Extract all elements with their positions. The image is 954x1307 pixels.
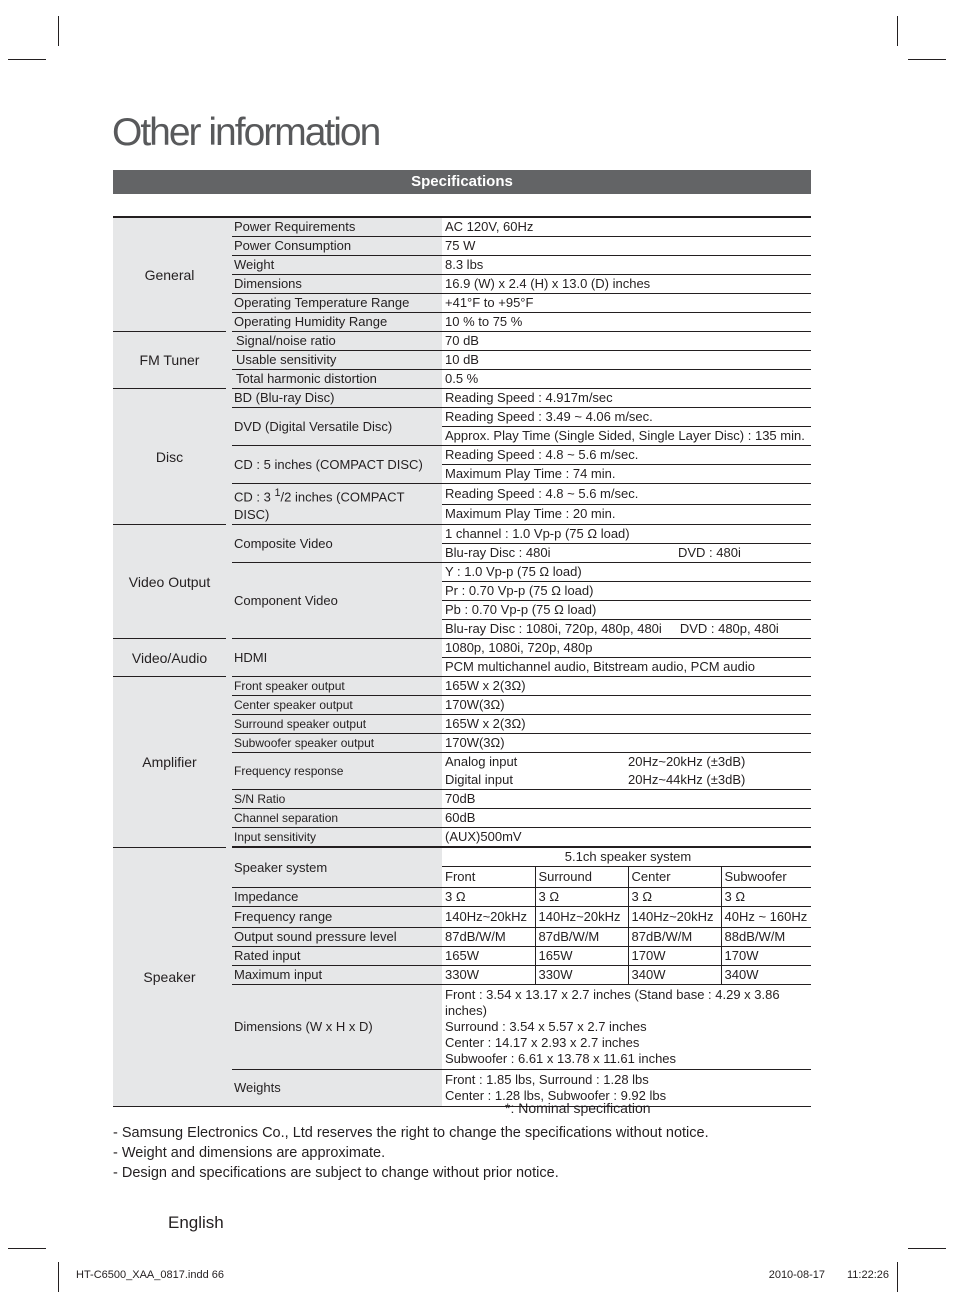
note-line: - Weight and dimensions are approximate. bbox=[113, 1145, 386, 1161]
spec-item: Usable sensitivity bbox=[232, 351, 442, 370]
table-row bbox=[113, 389, 811, 408]
spec-item: HDMI bbox=[232, 639, 442, 677]
crop-mark bbox=[908, 1248, 946, 1249]
spec-value: 16.9 (W) x 2.4 (H) x 13.0 (D) inches bbox=[442, 275, 811, 294]
spec-value: 0.5 % bbox=[442, 370, 811, 389]
spec-value: 5.1ch speaker system bbox=[442, 847, 811, 867]
spec-value: 140Hz~20kHz bbox=[535, 907, 628, 928]
spec-item: Speaker system bbox=[232, 847, 442, 888]
column-header: Subwoofer bbox=[721, 867, 811, 888]
spec-value: Reading Speed : 3.49 ~ 4.06 m/sec. bbox=[442, 408, 811, 427]
spec-value bbox=[442, 985, 811, 1070]
footer-file: HT-C6500_XAA_0817.indd 66 bbox=[76, 1269, 224, 1281]
spec-item: Power Requirements bbox=[232, 217, 442, 237]
crop-mark bbox=[58, 1262, 59, 1292]
spec-value: 8.3 lbs bbox=[442, 256, 811, 275]
dimension-line: Subwoofer : 6.61 x 13.78 x 11.61 inches bbox=[445, 1051, 677, 1067]
table-row bbox=[113, 525, 811, 544]
nominal-note: *: Nominal specification bbox=[505, 1100, 651, 1116]
footer-date: 2010-08-17 bbox=[768, 1269, 825, 1281]
category-label: General bbox=[113, 217, 226, 332]
language-label: English bbox=[168, 1213, 224, 1232]
spec-value: Approx. Play Time (Single Sided, Single Layer Disc) : 135 min. bbox=[442, 427, 811, 446]
spec-value: 3 Ω bbox=[535, 888, 628, 907]
spec-item: Signal/noise ratio bbox=[232, 332, 442, 351]
crop-mark bbox=[8, 59, 46, 60]
table-row bbox=[113, 217, 811, 237]
spec-value: DVD : 480i bbox=[628, 544, 811, 563]
spec-item: Composite Video bbox=[232, 525, 442, 563]
crop-mark bbox=[58, 16, 59, 46]
spec-value: AC 120V, 60Hz bbox=[442, 217, 811, 237]
spec-item: DVD (Digital Versatile Disc) bbox=[232, 408, 442, 446]
spec-value: 165W x 2(3Ω) bbox=[442, 715, 811, 734]
spec-value: 170W bbox=[628, 947, 721, 966]
dimension-line: Surround : 3.54 x 5.57 x 2.7 inches bbox=[445, 1019, 647, 1035]
category-label: Disc bbox=[113, 389, 226, 525]
table-row bbox=[113, 847, 811, 867]
crop-mark bbox=[8, 1248, 46, 1249]
crop-mark bbox=[908, 59, 946, 60]
spec-item: Dimensions bbox=[232, 275, 442, 294]
spec-value: 3 Ω bbox=[721, 888, 811, 907]
spec-value: Blu-ray Disc : 1080i, 720p, 480p, 480i DVD : 480p, 480i bbox=[442, 620, 811, 639]
category-label: Video Output bbox=[113, 525, 226, 639]
spec-item: Impedance bbox=[232, 888, 442, 907]
spec-value: Reading Speed : 4.8 ~ 5.6 m/sec. bbox=[442, 484, 811, 505]
spec-item: Component Video bbox=[232, 563, 442, 639]
table-row bbox=[113, 639, 811, 658]
crop-mark bbox=[897, 16, 898, 46]
weight-line: Front : 1.85 lbs, Surround : 1.28 lbs bbox=[445, 1072, 649, 1088]
spec-value: PCM multichannel audio, Bitstream audio, PCM audio bbox=[442, 658, 811, 677]
spec-value: 20Hz~20kHz (±3dB) bbox=[628, 754, 746, 770]
spec-value: 88dB/W/M bbox=[721, 928, 811, 947]
spec-value: 170W(3Ω) bbox=[442, 734, 811, 753]
spec-value: 340W bbox=[628, 966, 721, 985]
category-label: Speaker bbox=[113, 847, 226, 1107]
spec-item: Operating Temperature Range bbox=[232, 294, 442, 313]
spec-item: CD : 3 $^1$/2 inches (COMPACT DISC) bbox=[232, 484, 442, 525]
spec-value: Reading Speed : 4.8 ~ 5.6 m/sec. bbox=[442, 446, 811, 465]
spec-item: Surround speaker output bbox=[232, 715, 442, 734]
spec-item: Rated input bbox=[232, 947, 442, 966]
table-row bbox=[113, 332, 811, 351]
spec-value: Pr : 0.70 Vp-p (75 Ω load) bbox=[442, 582, 811, 601]
spec-value: 10 dB bbox=[442, 351, 811, 370]
spec-item: Operating Humidity Range bbox=[232, 313, 442, 332]
weight-line: Center : 1.28 lbs, Subwoofer : 9.92 lbs bbox=[445, 1088, 667, 1104]
spec-value: Pb : 0.70 Vp-p (75 Ω load) bbox=[442, 601, 811, 620]
spec-value: 70dB bbox=[442, 790, 811, 809]
spec-item: Channel separation bbox=[232, 809, 442, 828]
spec-value: 340W bbox=[721, 966, 811, 985]
crop-mark bbox=[897, 1262, 898, 1292]
footer-time: 11:22:26 bbox=[846, 1269, 889, 1281]
page-title: Other information bbox=[112, 111, 380, 154]
spec-value: 140Hz~20kHz bbox=[628, 907, 721, 928]
column-header: Center bbox=[628, 867, 721, 888]
spec-value: 165W bbox=[535, 947, 628, 966]
spec-value: 87dB/W/M bbox=[628, 928, 721, 947]
spec-item: Subwoofer speaker output bbox=[232, 734, 442, 753]
column-header: Surround bbox=[535, 867, 628, 888]
spec-value: 87dB/W/M bbox=[535, 928, 628, 947]
spec-value: Maximum Play Time : 74 min. bbox=[442, 465, 811, 484]
spec-value: 87dB/W/M bbox=[442, 928, 535, 947]
spec-value: 170W bbox=[721, 947, 811, 966]
spec-value: 20Hz~44kHz (±3dB) bbox=[628, 771, 811, 790]
spec-value: 170W(3Ω) bbox=[442, 696, 811, 715]
spec-item: Weight bbox=[232, 256, 442, 275]
dimension-line: Front : 3.54 x 13.17 x 2.7 inches (Stand base : 4.29 x 3.86 inches) bbox=[445, 987, 780, 1019]
note-line: - Samsung Electronics Co., Ltd reserves the right to change the specifications without notice. bbox=[113, 1125, 709, 1141]
spec-item: Input sensitivity bbox=[232, 828, 442, 848]
spec-value: 40Hz ~ 160Hz bbox=[721, 907, 811, 928]
spec-value: 10 % to 75 % bbox=[442, 313, 811, 332]
spec-value: Blu-ray Disc : 480i bbox=[442, 544, 628, 563]
spec-value: 75 W bbox=[442, 237, 811, 256]
specifications-table bbox=[113, 216, 811, 1107]
spec-value: 330W bbox=[442, 966, 535, 985]
spec-item: S/N Ratio bbox=[232, 790, 442, 809]
category-label: Amplifier bbox=[113, 677, 226, 848]
spec-value: +41°F to +95°F bbox=[442, 294, 811, 313]
spec-value: 70 dB bbox=[442, 332, 811, 351]
spec-value: 1 channel : 1.0 Vp-p (75 Ω load) bbox=[442, 525, 811, 544]
footer-datetime bbox=[747, 1269, 889, 1281]
spec-item: Front speaker output bbox=[232, 677, 442, 696]
category-label: Video/Audio bbox=[113, 639, 226, 677]
spec-value: 165W x 2(3Ω) bbox=[442, 677, 811, 696]
spec-value: Digital input bbox=[442, 771, 628, 790]
spec-value: 330W bbox=[535, 966, 628, 985]
spec-item: Dimensions (W x H x D) bbox=[232, 985, 442, 1070]
table-row bbox=[113, 677, 811, 696]
spec-value: 140Hz~20kHz bbox=[442, 907, 535, 928]
spec-item: Frequency response bbox=[232, 753, 442, 790]
notes bbox=[113, 1123, 709, 1183]
spec-value: Reading Speed : 4.917m/sec bbox=[442, 389, 811, 408]
spec-value: 60dB bbox=[442, 809, 811, 828]
spec-item: Center speaker output bbox=[232, 696, 442, 715]
spec-item: Weights bbox=[232, 1070, 442, 1107]
spec-value: 165W bbox=[442, 947, 535, 966]
spec-value: 3 Ω bbox=[628, 888, 721, 907]
spec-value: Analog input bbox=[445, 754, 518, 770]
spec-item: Total harmonic distortion bbox=[232, 370, 442, 389]
spec-value: 1080p, 1080i, 720p, 480p bbox=[442, 639, 811, 658]
section-header: Specifications bbox=[113, 170, 811, 194]
spec-value: (AUX)500mV bbox=[442, 828, 811, 848]
spec-item: Output sound pressure level bbox=[232, 928, 442, 947]
dimension-line: Center : 14.17 x 2.93 x 2.7 inches bbox=[445, 1035, 640, 1051]
spec-item: Power Consumption bbox=[232, 237, 442, 256]
spec-value: Maximum Play Time : 20 min. bbox=[442, 504, 811, 525]
spec-item: BD (Blu-ray Disc) bbox=[232, 389, 442, 408]
spec-value: 3 Ω bbox=[442, 888, 535, 907]
spec-item: Frequency range bbox=[232, 907, 442, 928]
note-line: - Design and specifications are subject to change without prior notice. bbox=[113, 1165, 559, 1181]
spec-item: Maximum input bbox=[232, 966, 442, 985]
column-header: Front bbox=[442, 867, 535, 888]
spec-value: Y : 1.0 Vp-p (75 Ω load) bbox=[442, 563, 811, 582]
spec-item: CD : 5 inches (COMPACT DISC) bbox=[232, 446, 442, 484]
category-label: FM Tuner bbox=[113, 332, 226, 389]
